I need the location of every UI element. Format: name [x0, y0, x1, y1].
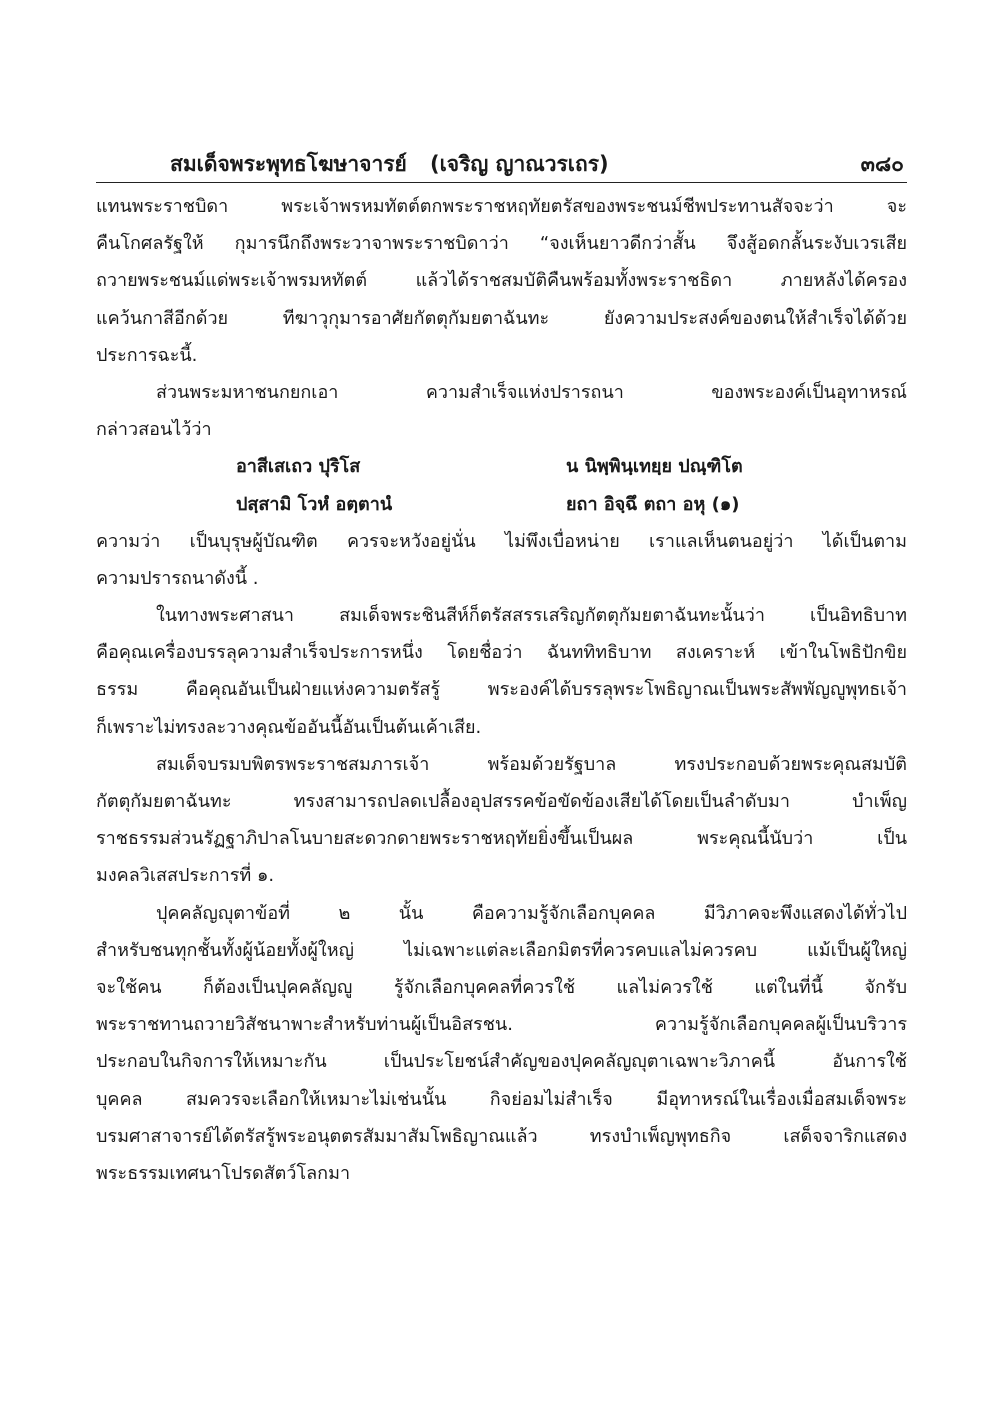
running-header-title: สมเด็จพระพุทธโฆษาจารย์: [170, 152, 407, 176]
text-line: กล่าวสอนไว้ว่า: [96, 419, 212, 441]
running-header-subtitle: (เจริญ ญาณวรเถร): [430, 152, 609, 176]
text-line: มงคลวิเสสประการที่ ๑.: [96, 865, 275, 887]
text-line: บุคคล สมควรจะเลือกให้เหมาะไม่เช่นนั้น กิจย่อมไม่สำเร็จ มีอุทาหรณ์ในเรื่องเมื่อสมเด็จพระ: [96, 1088, 907, 1110]
text-line: ส่วนพระมหาชนกยกเอา ความสำเร็จแห่งปรารถนา ของพระองค์เป็นอุทาหรณ์: [156, 381, 907, 403]
text-line: จะใช้คน ก็ต้องเป็นปุคคลัญญู รู้จักเลือกบุคคลที่ควรใช้ แลไม่ควรใช้ แต่ในที่นี้ จักรับ: [96, 976, 907, 998]
text-line: ราชธรรมส่วนรัฏฐาภิปาลโนบายสะดวกดายพระราชหฤทัยยิ่งขึ้นเป็นผล พระคุณนี้นับว่า เป็น: [96, 828, 907, 850]
text-line: คือคุณเครื่องบรรลุความสำเร็จประการหนึ่ง โดยชื่อว่า ฉันททิทธิบาท สงเคราะห์ เข้าในโพธิปักขิย: [96, 642, 907, 664]
text-line: แคว้นกาสีอีกด้วย ทีฆาวุกุมารอาศัยกัตตุกัมยตาฉันทะ ยังความประสงค์ของตนให้สำเร็จได้ด้วย: [96, 307, 907, 329]
text-line: ในทางพระศาสนา สมเด็จพระชินสีห์ก็ตรัสสรรเสริญกัตตุกัมยตาฉันทะนั้นว่า เป็นอิทธิบาท: [156, 605, 907, 627]
verse-second-half: น นิพฺพินฺเทยฺย ปณฺฑิโต: [566, 456, 743, 478]
text-line: คืนโกศลรัฐให้ กุมารนึกถึงพระวาจาพระราชบิดาว่า “จงเห็นยาวดีกว่าสั้น จึงสู้อดกลั้นระงับเวรเสีย: [96, 233, 907, 255]
text-line: แทนพระราชบิดา พระเจ้าพรหมทัตต์ตกพระราชหฤทัยตรัสของพระชนม์ชีพประทานสัจจะว่า จะ: [96, 196, 907, 217]
text-line: กัตตุกัมยตาฉันทะ ทรงสามารถปลดเปลื้องอุปสรรคข้อขัดข้องเสียได้โดยเป็นลำดับมา บำเพ็ญ: [96, 791, 907, 812]
text-line: ความปรารถนาดังนี้ .: [96, 567, 259, 589]
text-line: ถวายพระชนม์แด่พระเจ้าพรมหทัตต์ แล้วได้ราชสมบัติคืนพร้อมทั้งพระราชธิดา ภายหลังได้ครอง: [96, 270, 907, 292]
verse-second-half: ยถา อิจฺฉึ ตถา อหุ (๑): [566, 493, 740, 515]
text-line: พระธรรมเทศนาโปรดสัตว์โลกมา: [96, 1162, 351, 1184]
text-line: ความว่า เป็นบุรุษผู้บัณฑิต ควรจะหวังอยู่นั่น ไม่พึงเบื่อหน่าย เราแลเห็นตนอยู่ว่า ได้เป็นตาม: [96, 530, 907, 552]
verse-line: [96, 486, 907, 523]
verse-first-half: ปสฺสามิ โวหํ อตฺตานํ: [236, 493, 393, 515]
text-line: สมเด็จบรมบพิตรพระราชสมภารเจ้า พร้อมด้วยรัฐบาล ทรงประกอบด้วยพระคุณสมบัติ: [156, 753, 907, 775]
verse-line: [96, 448, 907, 485]
text-line: ก็เพราะไม่ทรงละวางคุณข้ออันนี้อันเป็นต้นเค้าเสีย.: [96, 716, 482, 738]
text-line: สำหรับชนทุกชั้นทั้งผู้น้อยทั้งผู้ใหญ่ ไม่เฉพาะแต่ละเลือกมิตรที่ควรคบแลไม่ควรคบ แม้เป็นผู้ใหญ่: [96, 939, 907, 961]
text-line: พระราชทานถวายวิสัชนาพาะสำหรับท่านผู้เป็นอิสรชน. ความรู้จักเลือกบุคคลผู้เป็นบริวาร: [96, 1014, 907, 1036]
verse-first-half: อาสีเสเถว ปุริโส: [236, 456, 361, 478]
text-line: ปุคคลัญญุตาข้อที่ ๒ นั้น คือความรู้จักเลือกบุคคล มีวิภาคจะพึงแสดงได้ทั่วไป: [156, 902, 907, 924]
text-line: ประการฉะนี้.: [96, 344, 198, 366]
text-line: บรมศาสาจารย์ได้ตรัสรู้พระอนุตตรสัมมาสัมโพธิญาณแล้ว ทรงบำเพ็ญพุทธกิจ เสด็จจาริกแสดง: [96, 1125, 907, 1147]
body-text: [96, 188, 907, 1192]
text-line: ประกอบในกิจการให้เหมาะกัน เป็นประโยชน์สำคัญของปุคคลัญญุตาเฉพาะวิภาคนี้ อันการใช้: [96, 1051, 907, 1073]
page-number: ๓๘๐: [860, 152, 904, 176]
header-rule: [96, 182, 907, 183]
text-line: ธรรม คือคุณอันเป็นฝ่ายแห่งความตรัสรู้ พระองค์ได้บรรลุพระโพธิญาณเป็นพระสัพพัญญูพุทธเจ้า: [96, 679, 907, 701]
